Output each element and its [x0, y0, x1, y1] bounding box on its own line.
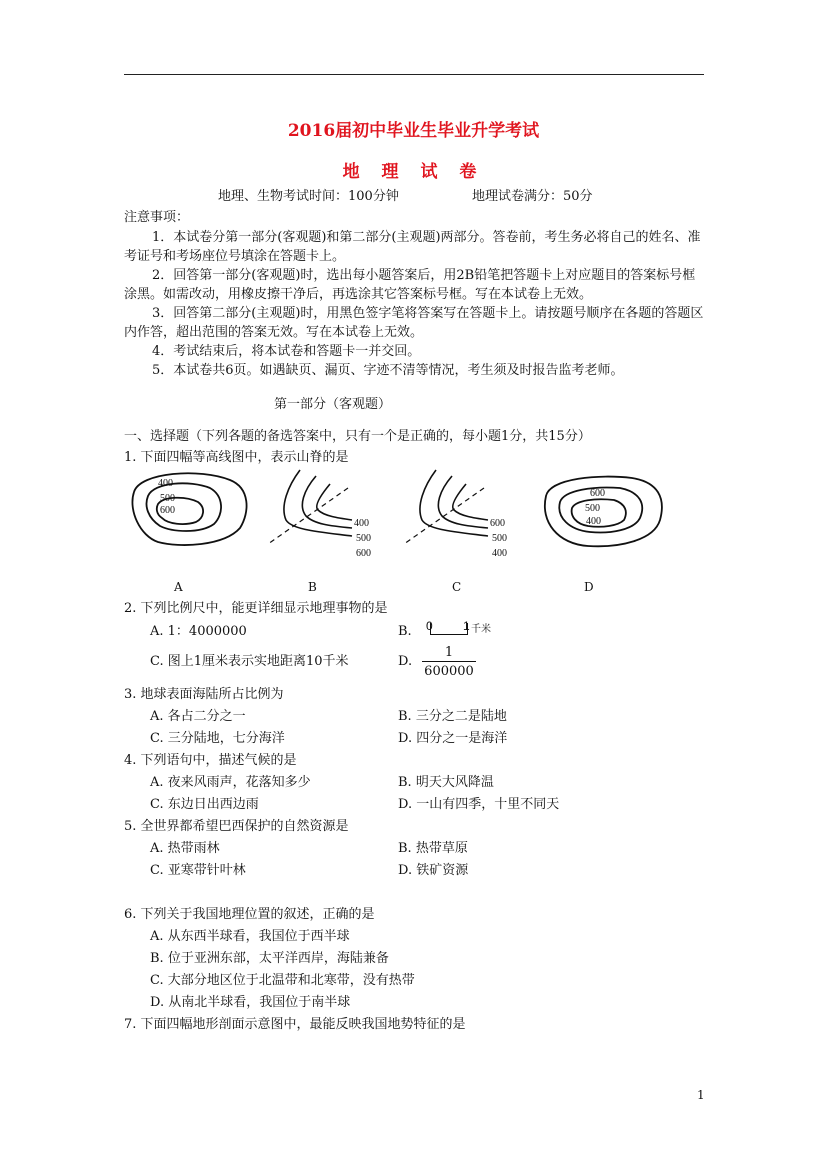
figure-label-d: D: [584, 580, 594, 594]
q2-option-d-fraction: [422, 644, 476, 681]
contour-b-label-3: 600: [356, 548, 371, 559]
contour-figure: [120, 466, 680, 590]
note-item-5: 5．本试卷共6页。如遇缺页、漏页、字迹不清等情况，考生须及时报告监考老师。: [152, 363, 624, 378]
q6-option-b: B. 位于亚洲东部，太平洋西岸，海陆兼备: [150, 951, 389, 966]
q5-option-d: D. 铁矿资源: [398, 863, 469, 878]
q5-option-a: A. 热带雨林: [150, 841, 220, 856]
contour-b-label-1: 400: [354, 518, 369, 529]
q4-option-b: B. 明天大风降温: [398, 775, 494, 790]
notes-heading: 注意事项：: [124, 210, 190, 225]
q2-option-b-prefix: B.: [398, 624, 412, 639]
figure-label-b: B: [308, 580, 317, 594]
figure-label-a: A: [174, 580, 183, 594]
contour-c-label-1: 600: [490, 518, 505, 529]
q3-option-a: A. 各占二分之一: [150, 709, 246, 724]
q4-stem: 4. 下列语句中，描述气候的是: [124, 753, 297, 768]
contour-c-label-2: 500: [492, 533, 507, 544]
q3-option-c: C. 三分陆地，七分海洋: [150, 731, 285, 746]
contour-map-b: [268, 470, 371, 559]
q6-option-c: C. 大部分地区位于北温带和北寒带，没有热带: [150, 973, 415, 988]
q1-stem: 1. 下面四幅等高线图中，表示山脊的是: [124, 450, 349, 465]
note-item-4: 4．考试结束后，将本试卷和答题卡一并交回。: [152, 344, 421, 359]
q3-stem: 3. 地球表面海陆所占比例为: [124, 687, 284, 702]
note-item-3: 3．回答第二部分(主观题)时，用黑色签字笔将答案写在答题卡上。请按题号顺序在各题的答题区内作答，超出范围的答案无效。写在本试卷上无效。: [124, 306, 704, 340]
q2-stem: 2. 下列比例尺中，能更详细显示地理事物的是: [124, 601, 388, 616]
note-item-2: 2．回答第一部分(客观题)时，选出每小题答案后，用2B铅笔把答题卡上对应题目的答案标号框涂黑。如需改动，用橡皮擦干净后，再选涂其它答案标号框。写在本试卷上无效。: [124, 268, 696, 302]
q6-stem: 6. 下列关于我国地理位置的叙述，正确的是: [124, 907, 375, 922]
contour-a-label-1: 400: [158, 478, 173, 489]
q3-option-b: B. 三分之二是陆地: [398, 709, 507, 724]
exam-time: 地理、生物考试时间：100分钟: [218, 189, 399, 204]
q5-stem: 5. 全世界都希望巴西保护的自然资源是: [124, 819, 349, 834]
contour-d-label-2: 500: [585, 503, 600, 514]
scale-unit-label: 千米: [471, 624, 491, 635]
subject-title: 地 理 试 卷: [342, 162, 485, 182]
contour-map-c: [404, 470, 507, 559]
q4-option-a: A. 夜来风雨声，花落知多少: [150, 775, 311, 790]
scale-one-label: 1: [463, 619, 470, 633]
q3-option-d: D. 四分之一是海洋: [398, 731, 508, 746]
q5-option-c: C. 亚寒带针叶林: [150, 863, 246, 878]
note-item-1: 1．本试卷分第一部分(客观题)和第二部分(主观题)两部分。答卷前，考生务必将自己的姓名、准考证号和考场座位号填涂在答题卡上。: [124, 230, 701, 264]
figure-label-c: C: [452, 580, 462, 594]
exam-title: 2016届初中毕业生毕业升学考试: [287, 121, 540, 141]
contour-map-a: [132, 473, 246, 545]
full-score: 地理试卷满分：50分: [472, 189, 593, 204]
part1-title: 第一部分（客观题）: [274, 397, 392, 412]
q4-option-c: C. 东边日出西边雨: [150, 797, 259, 812]
q2-option-a: A. 1：4000000: [150, 624, 247, 639]
top-rule: [124, 74, 704, 75]
contour-map-d: [545, 477, 662, 547]
contour-d-label-3: 400: [586, 516, 601, 527]
q6-option-d: D. 从南北半球看，我国位于南半球: [150, 995, 351, 1010]
q6-option-a: A. 从东西半球看，我国位于西半球: [150, 929, 350, 944]
page-number: 1: [697, 1088, 705, 1102]
q7-stem: 7. 下面四幅地形剖面示意图中，最能反映我国地势特征的是: [124, 1017, 466, 1032]
section1-title: 一、选择题（下列各题的备选答案中，只有一个是正确的，每小题1分，共15分）: [124, 429, 591, 444]
fraction-numerator: 1: [422, 644, 476, 662]
q5-option-b: B. 热带草原: [398, 841, 468, 856]
fraction-denominator: 600000: [424, 664, 474, 679]
q2-option-c: C. 图上1厘米表示实地距离10千米: [150, 654, 349, 669]
contour-d-label-1: 600: [590, 488, 605, 499]
scale-zero-label: 0: [426, 619, 433, 633]
q4-option-d: D. 一山有四季，十里不同天: [398, 797, 560, 812]
contour-a-label-3: 600: [160, 505, 175, 516]
q2-option-d-prefix: D.: [398, 654, 413, 669]
contour-a-label-2: 500: [160, 493, 175, 504]
contour-b-label-2: 500: [356, 533, 371, 544]
contour-c-label-3: 400: [492, 548, 507, 559]
q2-option-b-scale: [426, 619, 506, 639]
